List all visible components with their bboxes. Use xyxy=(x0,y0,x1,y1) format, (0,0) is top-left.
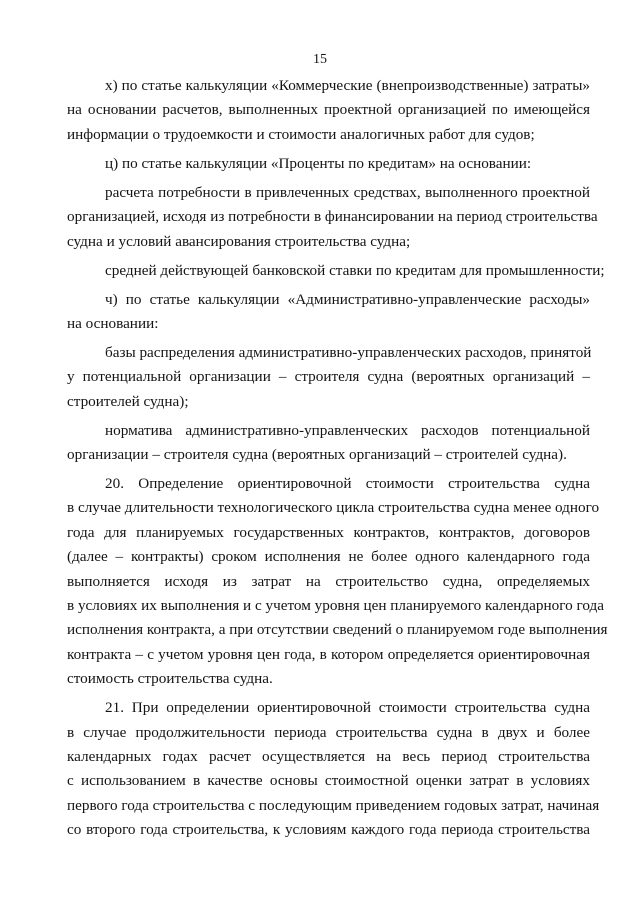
text-line: базы распределения административно-управленческих расходов, принятой xyxy=(105,343,592,361)
text-line: у потенциальной организации – строителя судна (вероятных организаций – xyxy=(67,368,590,386)
text-line: расчета потребности в привлеченных средствах, выполненного проектной xyxy=(105,183,590,201)
text-line: контракта – с учетом уровня цен года, в котором определяется ориентировочная xyxy=(67,645,590,663)
text-line: исполнения контракта, а при отсутствии сведений о планируемом годе выполнения xyxy=(67,621,608,639)
text-line: ч) по статье калькуляции «Административно-управленческие расходы» xyxy=(105,290,590,308)
text-line: организацией, исходя из потребности в финансировании на период строительства xyxy=(67,208,598,226)
paragraph-subitem xyxy=(67,181,598,254)
text-line: календарных годах расчет осуществляется на весь период строительства xyxy=(67,747,590,765)
text-line: на основании: xyxy=(67,314,159,332)
text-line: строителей судна); xyxy=(67,392,189,410)
text-line: средней действующей банковской ставки по кредитам для промышленности; xyxy=(105,261,605,279)
text-line: судна и условий авансирования строительства судна; xyxy=(67,232,411,250)
paragraph-item-ts xyxy=(67,152,590,176)
paragraph-subitem xyxy=(67,259,605,283)
paragraph-subitem xyxy=(67,341,590,414)
paragraph-section-20 xyxy=(67,472,608,692)
text-line: выполняется исходя из затрат на строительство судна, определяемых xyxy=(67,572,590,590)
text-line: на основании расчетов, выполненных проектной организацией по имеющейся xyxy=(67,101,590,119)
text-line: организации – строителя судна (вероятных организаций – строителей судна). xyxy=(67,446,567,464)
text-line: в случае длительности технологического цикла строительства судна менее одного xyxy=(67,499,600,517)
text-line: ц) по статье калькуляции «Проценты по кредитам» на основании: xyxy=(105,154,532,172)
text-line: со второго года строительства, к условиям каждого года периода строительства xyxy=(67,821,590,839)
text-line: 21. При определении ориентировочной стоимости строительства судна xyxy=(105,699,590,717)
paragraph-subitem xyxy=(67,419,590,468)
text-line: в условиях их выполнения и с учетом уровня цен планируемого календарного года xyxy=(67,596,604,614)
text-line: первого года строительства с последующим приведением годовых затрат, начиная xyxy=(67,796,600,814)
paragraph-item-ch xyxy=(67,288,590,337)
text-line: (далее – контракты) сроком исполнения не более одного календарного года xyxy=(67,548,590,566)
text-line: 20. Определение ориентировочной стоимости строительства судна xyxy=(105,475,590,493)
text-line: года для планируемых государственных контрактов, контрактов, договоров xyxy=(67,523,590,541)
text-line: стоимость строительства судна. xyxy=(67,670,273,688)
document-body xyxy=(67,74,608,842)
text-line: в случае продолжительности периода строительства судна в двух и более xyxy=(67,723,590,741)
text-line: норматива административно-управленческих расходов потенциальной xyxy=(105,421,590,439)
page-number: 15 xyxy=(313,52,327,67)
text-line: информации о трудоемкости и стоимости аналогичных работ для судов; xyxy=(67,125,535,143)
text-line: с использованием в качестве основы стоимостной оценки затрат в условиях xyxy=(67,772,590,790)
paragraph-section-21 xyxy=(67,696,600,842)
text-line: х) по статье калькуляции «Коммерческие (внепроизводственные) затраты» xyxy=(105,77,590,94)
paragraph-item-x xyxy=(67,74,590,147)
